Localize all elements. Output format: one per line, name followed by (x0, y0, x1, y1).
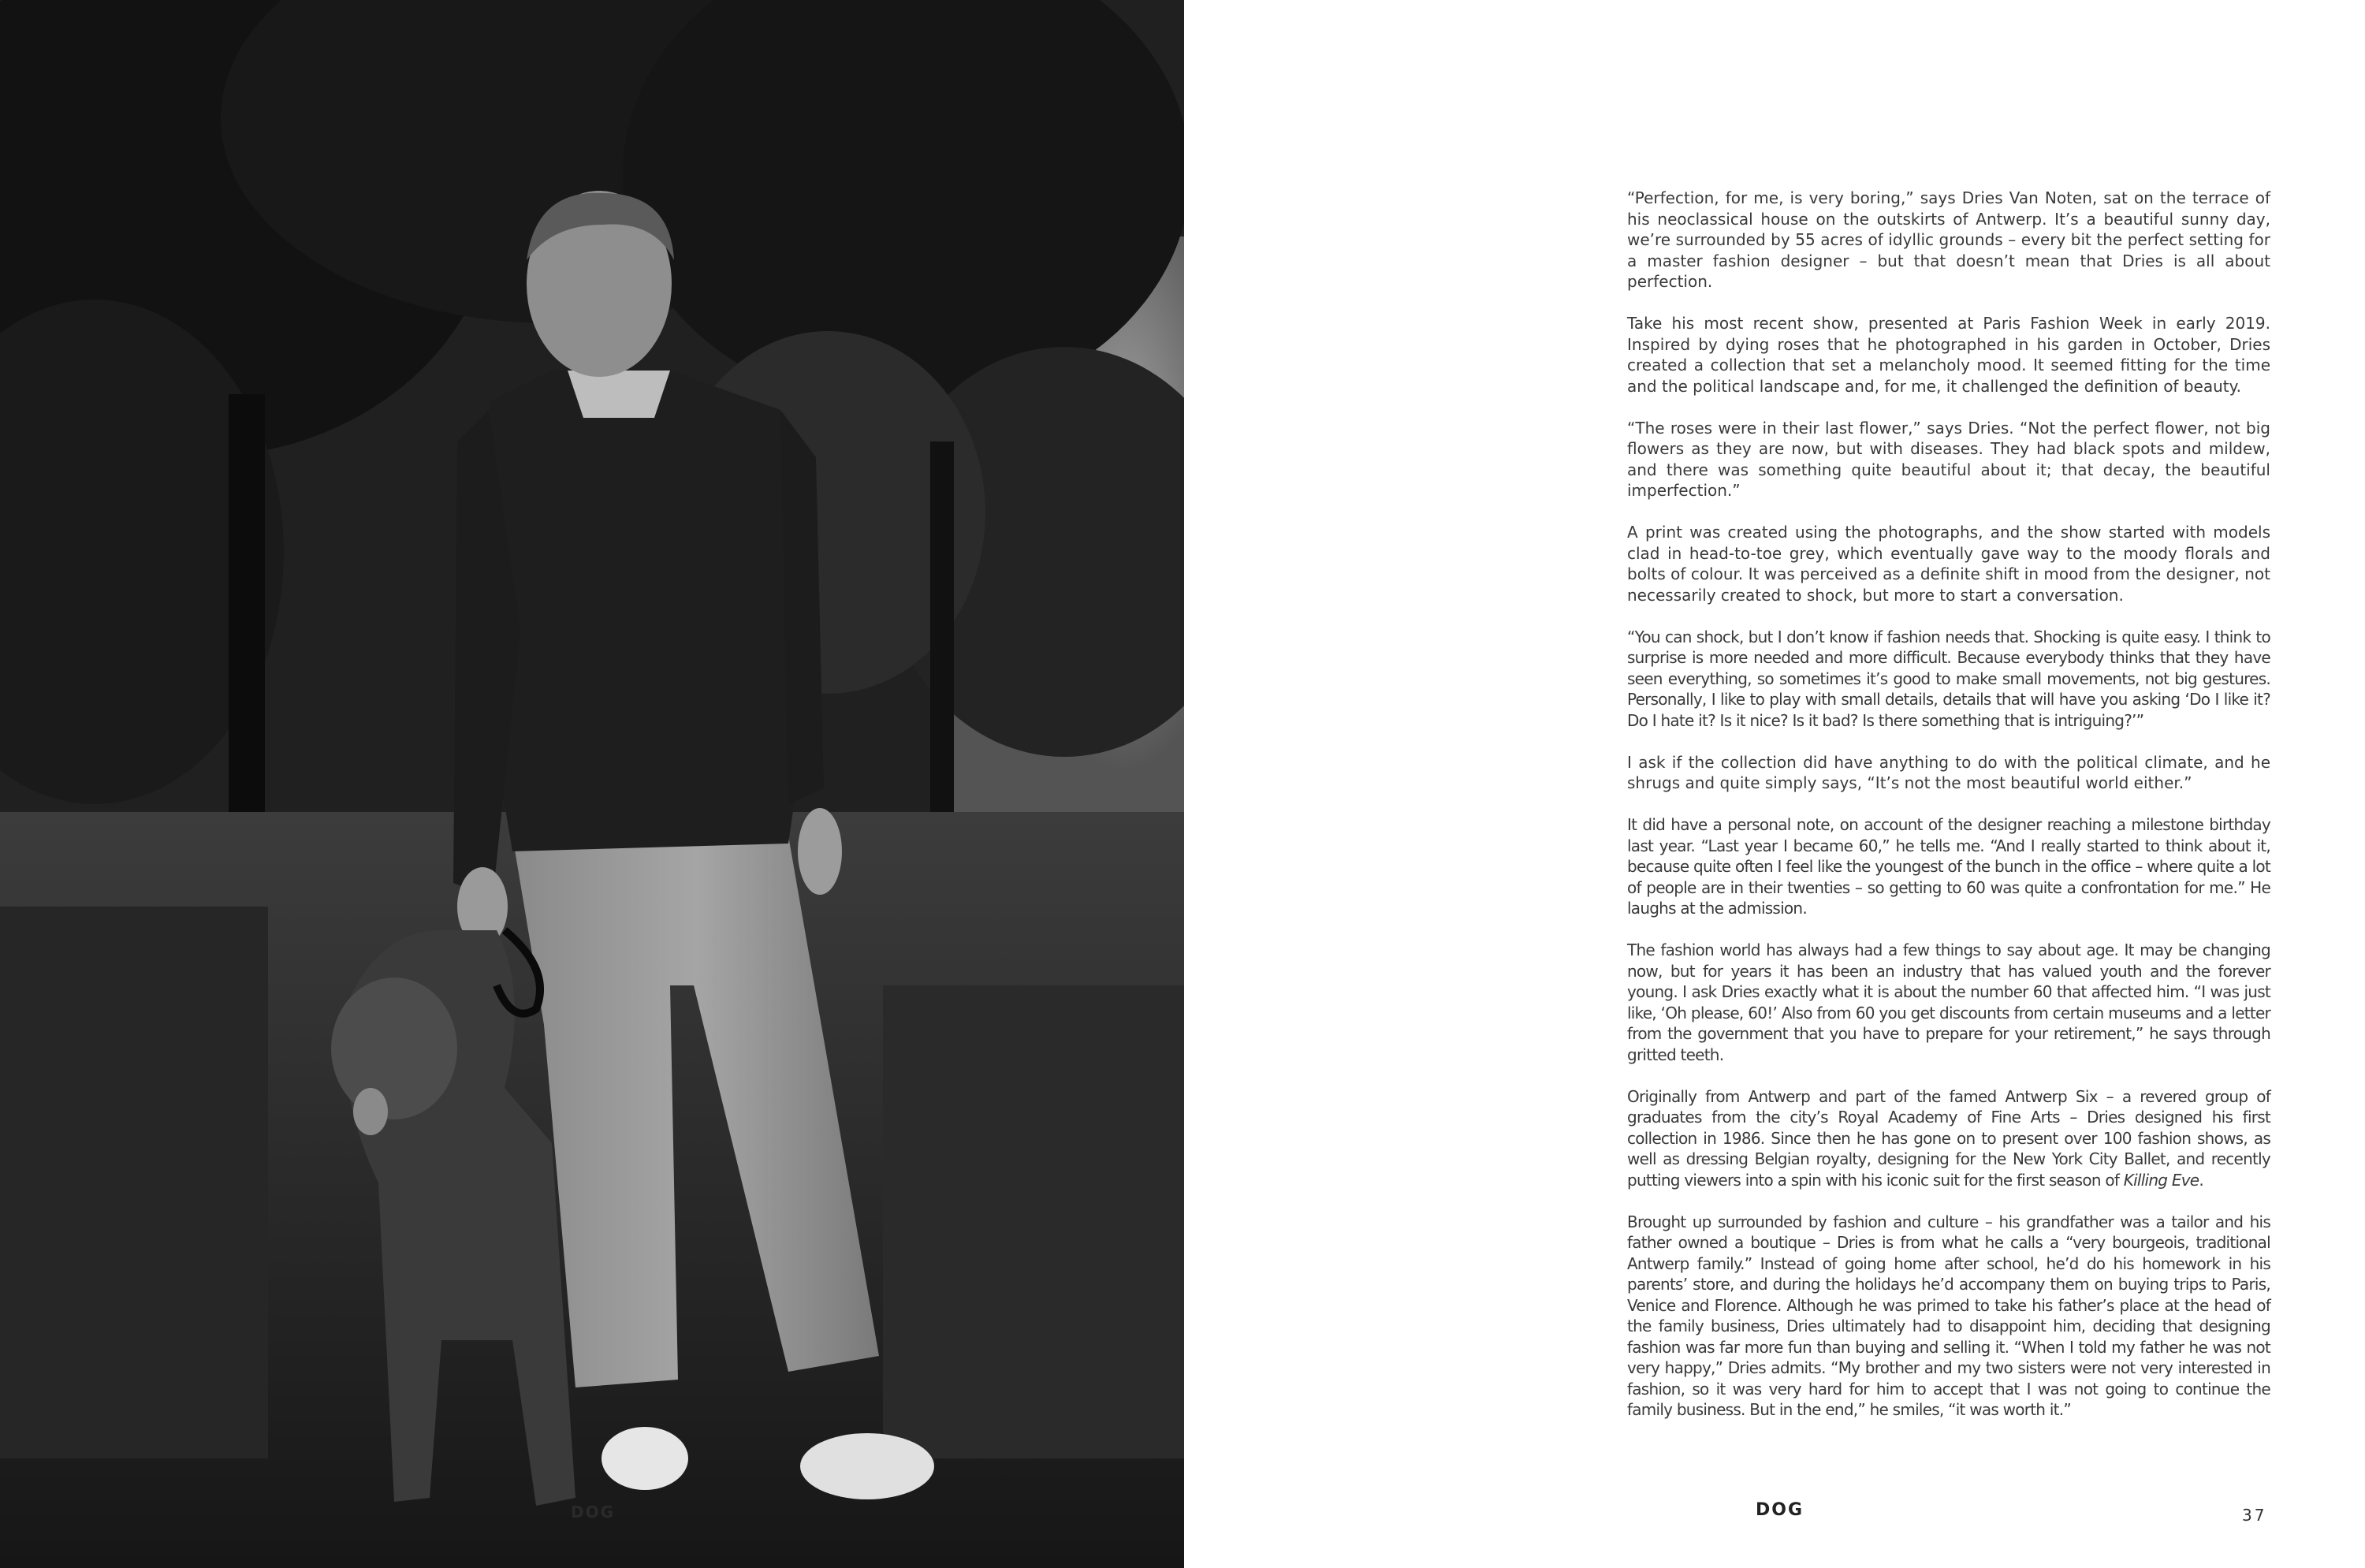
article-paragraph: Take his most recent show, presented at Paris Fashion Week in early 2019. Inspired by dying roses that he photographed in his garden in October, Dries created a collection that set a melancholy mood. It seemed fitting for the time and the political landscape and, for me, it challenged the definition of beauty. (1627, 314, 2270, 396)
article-paragraph: I ask if the collection did have anything to do with the political climate, and he shrugs and quite simply says, “It’s not the most beautiful world either.” (1627, 752, 2270, 792)
show-title: Killing Eve (2123, 1170, 2199, 1190)
paragraph-tail: . (2199, 1170, 2203, 1190)
article-paragraph: “Perfection, for me, is very boring,” says Dries Van Noten, sat on the terrace of his neoclassical house on the outskirts of Antwerp. It’s a beautiful sunny day, we’re surrounded by 55 acres of idyllic grounds – every bit the perfect setting for a master fashion designer – but that doesn’t mean that Dries is all about perfection. (1627, 188, 2270, 291)
article-paragraph: A print was created using the photographs, and the show started with models clad in head-to-toe grey, which eventually gave way to the moody florals and bolts of colour. It was perceived as a definite shift in mood from the designer, not necessarily created to shock, but more to start a conversation. (1627, 523, 2270, 605)
photo-folio: DOG (571, 1503, 616, 1521)
article-paragraph: It did have a personal note, on account of the designer reaching a milestone birthday last year. “Last year I became 60,” he tells me. “And I really started to think about it, because quite often I feel like the youngest of the bunch in the office – where quite a lot of people are in their twenties – so getting to 60 was quite a confrontation for me.” He laughs at the admission. (1627, 815, 2270, 918)
page-number: 37 (2242, 1506, 2267, 1525)
article-paragraph: The fashion world has always had a few things to say about age. It may be changing now, but for years it has been an industry that has valued youth and the forever young. I ask Dries exactly what it is about the number 60 that affected him. “I was just like, ‘Oh please, 60!’ Also from 60 you get discounts from certain museums and a letter from the government that you have to prepare for your retirement,” he says through gritted teeth. (1627, 940, 2270, 1064)
article-paragraph (1627, 1086, 2270, 1191)
article-page (1184, 0, 2365, 1568)
article-paragraph: Brought up surrounded by fashion and culture – his grandfather was a tailor and his father owned a boutique – Dries is from what he calls a “very bourgeois, traditional Antwerp family.” Instead of going home after school, he’d do his homework in his parents’ store, and during the holidays he’d accompany them on buying trips to Paris, Venice and Florence. Although he was primed to take his father’s place at the head of the family business, Dries ultimately had to disappoint him, deciding that designing fashion was far more fun than buying and selling it. “When I told my father he was not very happy,” Dries admits. “My brother and my two sisters were not very interested in fashion, so it was very hard for him to accept that I was not going to continue the family business. But in the end,” he smiles, “it was worth it.” (1627, 1212, 2270, 1419)
article-paragraph: “You can shock, but I don’t know if fashion needs that. Shocking is quite easy. I think to surprise is more needed and more difficult. Because everybody thinks that they have seen everything, so sometimes it’s good to make small movements, not big gestures. Personally, I like to play with small details, details that will have you asking ‘Do I like it? Do I hate it? Is it nice? Is it bad? Is there something that is intriguing?’” (1627, 627, 2270, 730)
article-body (1627, 188, 2270, 1441)
magazine-title: DOG (1756, 1500, 1804, 1520)
article-paragraph: “The roses were in their last flower,” says Dries. “Not the perfect flower, not big flowers as they are now, but with diseases. They had black spots and mildew, and there was something quite beautiful about it; that decay, the beautiful imperfection.” (1627, 418, 2270, 500)
paragraph-text: Originally from Antwerp and part of the famed Antwerp Six – a revered group of graduates from the city’s Royal Academy of Fine Arts – Dries designed his first collection in 1986. Since then he has gone on to present over 100 fashion shows, as well as dressing Belgian royalty, designing for the New York City Ballet, and recently putting viewers into a spin with his iconic suit for the first season of (1627, 1086, 2270, 1190)
